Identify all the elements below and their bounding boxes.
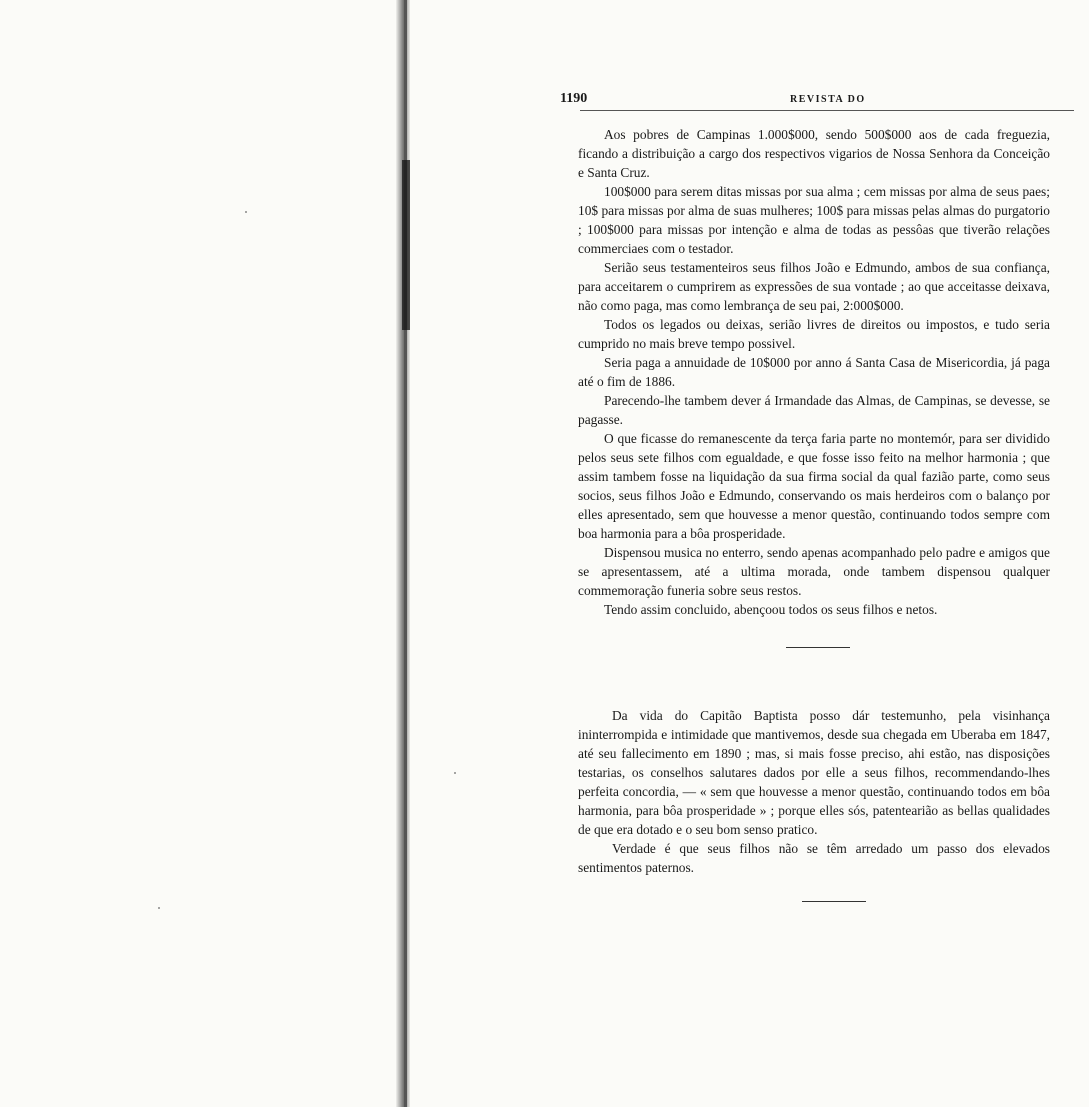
paragraph: Serião seus testamenteiros seus filhos João e Edmundo, ambos de sua confiança, para acceitarem o cumprirem as expressões de sua vontade ; ao que acceitasse deixava, não como paga, mas como lembrança de seu pai, 2:000$000. bbox=[578, 260, 1050, 313]
book-gutter-dark-mark bbox=[402, 160, 410, 330]
paragraph: Seria paga a annuidade de 10$000 por anno á Santa Casa de Misericordia, já paga até o fim de 1886. bbox=[578, 355, 1050, 389]
paragraph: Dispensou musica no enterro, sendo apenas acompanhado pelo padre e amigos que se apresentassem, até a ultima morada, onde tambem dispensou qualquer commemoração funeria sobre seus restos. bbox=[578, 545, 1050, 598]
paragraph: Tendo assim concluido, abençoou todos os seus filhos e netos. bbox=[604, 602, 938, 617]
page-number: 1190 bbox=[560, 91, 588, 106]
scan-speck bbox=[245, 211, 247, 213]
section-divider bbox=[786, 647, 850, 648]
section-divider bbox=[802, 901, 866, 902]
paragraph: Aos pobres de Campinas 1.000$000, sendo 500$000 aos de cada freguezia, ficando a distribuição a cargo dos respectivos vigarios de Nossa Senhora da Conceição e Santa Cruz. bbox=[578, 127, 1050, 180]
paragraph: Todos os legados ou deixas, serião livres de direitos ou impostos, e tudo seria cumprido no mais breve tempo possivel. bbox=[578, 317, 1050, 351]
paragraph: 100$000 para serem ditas missas por sua alma ; cem missas por alma de seus paes; 10$ para missas por alma de suas mulheres; 100$ para missas pelas almas do purgatorio ; 100$000 para missas por intenção e alma de todas as pessôas que tiverão relações commerciaes com o testador. bbox=[578, 184, 1050, 256]
paragraph: Parecendo-lhe tambem dever á Irmandade das Almas, de Campinas, se devesse, se pagasse. bbox=[578, 393, 1050, 427]
paragraph: O que ficasse do remanescente da terça faria parte no montemór, para ser dividido pelos seus sete filhos com egualdade, e que fosse isso feito na melhor harmonia ; que assim tambem fosse na liquidação da sua firma social da qual fazião parte, como seus socios, seus filhos João e Edmundo, conservando os mais herdeiros com o balanço por elles apresentado, sem que houvesse a menor questão, continuando todos sempre com boa harmonia para a bôa prosperidade. bbox=[578, 431, 1050, 541]
page-header bbox=[560, 88, 1074, 111]
scan-speck bbox=[158, 907, 160, 909]
testimony-section bbox=[578, 706, 1050, 877]
page-content bbox=[560, 88, 1050, 902]
scan-speck bbox=[454, 772, 456, 774]
paragraph: Verdade é que seus filhos não se têm arredado um passo dos elevados sentimentos paternos. bbox=[578, 841, 1050, 875]
paragraph: Da vida do Capitão Baptista posso dár testemunho, pela visinhança ininterrompida e intimidade que mantivemos, desde sua chegada em Uberaba em 1847, até seu fallecimento em 1890 ; mas, si mais fosse preciso, ahi estão, nas disposições testarias, os conselhos salutares dados por elle a seus filhos, recommendando-lhes perfeita concordia, — « sem que houvesse a menor questão, continuando todos em bôa harmonia, para bôa prosperidade » ; porque elles sós, patentearião as bellas qualidades de que era dotado e o seu bom senso pratico. bbox=[578, 708, 1050, 837]
testament-section bbox=[560, 125, 1050, 902]
running-title: REVISTA DO bbox=[790, 94, 866, 105]
